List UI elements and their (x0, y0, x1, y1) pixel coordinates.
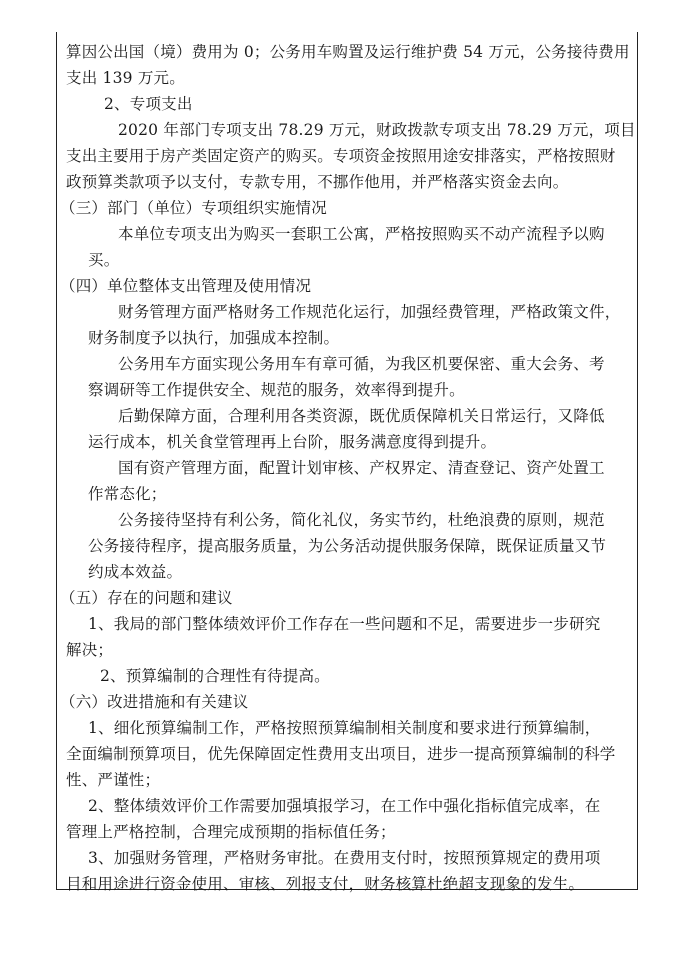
text-line: 国有资产管理方面，配置计划审核、产权界定、清查登记、资产处置工 (118, 459, 605, 477)
text-line: 支出 139 万元。 (66, 69, 185, 87)
text-line: 支出主要用于房产类固定资产的购买。专项资金按照用途安排落实，严格按照财 (66, 147, 616, 165)
text-line: 财务管理方面严格财务工作规范化运行，加强经费管理，严格政策文件， (118, 303, 621, 321)
text-line: 3、加强财务管理，严格财务审批。在费用支付时，按照预算规定的费用项 (88, 849, 601, 867)
text-line: 性、严谨性； (66, 771, 161, 789)
section-heading: （六）改进措施和有关建议 (60, 693, 249, 711)
text-line: 解决； (66, 641, 114, 659)
text-line: 目和用途进行资金使用、审核、列报支付，财务核算杜绝超支现象的发生。 (66, 875, 585, 893)
text-line: 公务接待程序，提高服务质量，为公务活动提供服务保障，既保证质量又节 (88, 537, 607, 555)
text-line: 察调研等工作提供安全、规范的服务，效率得到提升。 (88, 381, 465, 399)
text-line: 2、整体绩效评价工作需要加强填报学习，在工作中强化指标值完成率，在 (88, 797, 601, 815)
text-line: 公务用车方面实现公务用车有章可循，为我区机要保密、重大会务、考 (118, 355, 605, 373)
text-line: 财务制度予以执行，加强成本控制。 (88, 329, 340, 347)
text-line: 运行成本，机关食堂管理再上台阶，服务满意度得到提升。 (88, 433, 497, 451)
section-heading: （五）存在的问题和建议 (60, 589, 233, 607)
text-line: 1、细化预算编制工作，严格按照预算编制相关制度和要求进行预算编制， (88, 719, 601, 737)
text-line: 2、预算编制的合理性有待提高。 (100, 667, 330, 685)
text-line: 买。 (88, 251, 120, 269)
text-line: 作常态化； (88, 485, 167, 503)
text-line: 约成本效益。 (88, 563, 183, 581)
text-line: 全面编制预算项目，优先保障固定性费用支出项目，进步一提高预算编制的科学 (66, 745, 616, 763)
text-line: 算因公出国（境）费用为 0；公务用车购置及运行维护费 54 万元，公务接待费用 (66, 43, 630, 61)
text-line: 政预算类款项予以支付，专款专用，不挪作他用，并严格落实资金去向。 (66, 173, 569, 191)
text-line: 管理上严格控制，合理完成预期的指标值任务； (66, 823, 396, 841)
text-line: 公务接待坚持有利公务，简化礼仪，务实节约，杜绝浪费的原则，规范 (118, 511, 605, 529)
section-heading: （四）单位整体支出管理及使用情况 (60, 277, 312, 295)
section-heading: （三）部门（单位）专项组织实施情况 (60, 199, 327, 217)
text-line: 后勤保障方面，合理利用各类资源，既优质保障机关日常运行，又降低 (118, 407, 605, 425)
text-line: 2020 年部门专项支出 78.29 万元，财政拨款专项支出 78.29 万元，项目 (118, 121, 636, 139)
text-line: 本单位专项支出为购买一套职工公寓，严格按照购买不动产流程予以购 (118, 225, 605, 243)
section-heading: 2、专项支出 (104, 95, 193, 113)
text-line: 1、我局的部门整体绩效评价工作存在一些问题和不足，需要进步一步研究 (88, 615, 601, 633)
